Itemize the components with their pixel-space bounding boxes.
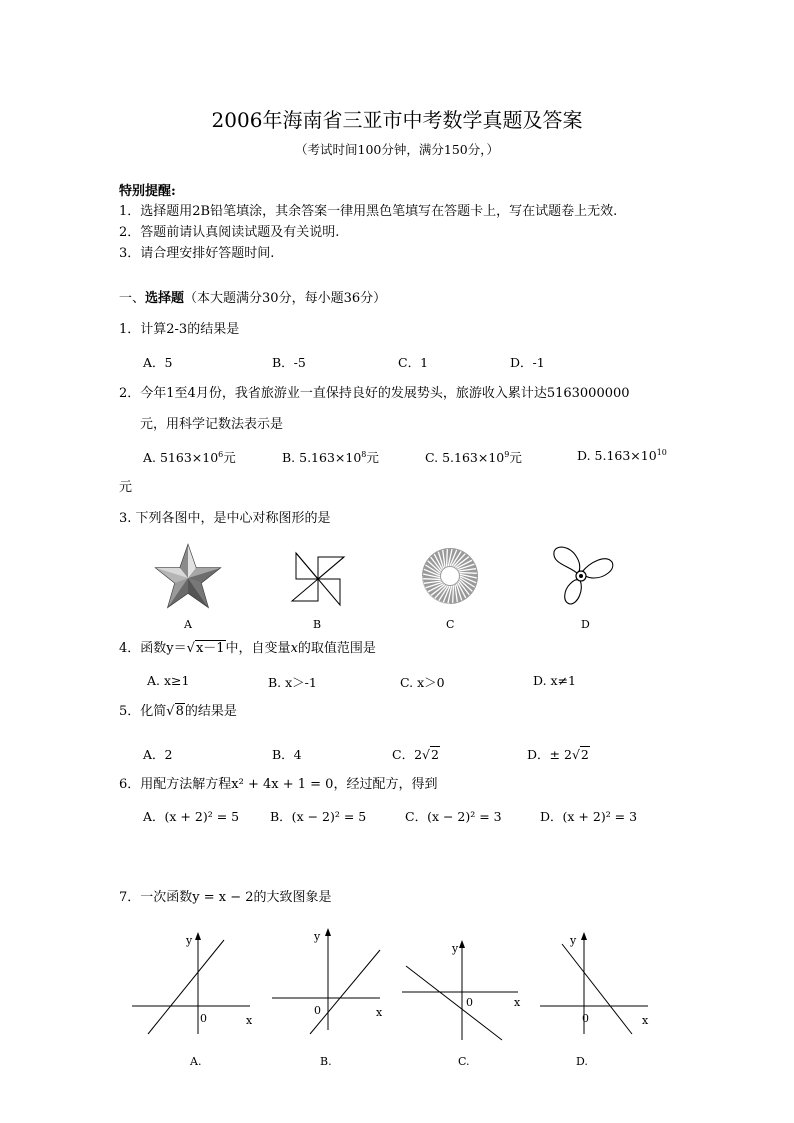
notice-item: 2．答题前请认真阅读试题及有关说明.: [119, 225, 340, 240]
notice-item: 3．请合理安排好答题时间.: [119, 246, 275, 261]
q6-option-c: C．(x − 2)² = 3: [405, 809, 502, 824]
q3-label-a: A: [184, 618, 192, 631]
graph-a-origin: 0: [200, 1012, 207, 1025]
section-note: （本大题满分30分，每小题36分）: [184, 291, 387, 306]
q1-option-c: C．1: [398, 355, 429, 370]
q2-wrap: 元: [119, 480, 133, 495]
star-figure: [152, 542, 224, 612]
graph-c-y-label: y: [452, 942, 459, 955]
notice-heading: 特别提醒:: [119, 184, 176, 199]
q6-option-a: A．(x + 2)² = 5: [143, 809, 240, 824]
graph-d-x-label: x: [642, 1014, 649, 1027]
pinwheel-figure: [290, 551, 346, 607]
q1-option-b: B．-5: [272, 355, 306, 370]
q2-stem-line2: 元，用科学记数法表示是: [140, 417, 284, 432]
q4-option-c: C. x＞0: [400, 675, 445, 690]
q6-option-b: B．(x − 2)² = 5: [270, 809, 367, 824]
graph-c-x-label: x: [514, 996, 521, 1009]
graph-b: [270, 926, 390, 1036]
graph-b-y-label: y: [314, 930, 321, 943]
q3-label-c: C: [446, 618, 455, 631]
q3-stem: 3. 下列各图中，是中心对称图形的是: [119, 511, 331, 526]
q5-option-a: A．2: [143, 747, 173, 762]
q7-label-a: A.: [190, 1055, 202, 1068]
q5-stem: 5．化简√8的结果是: [119, 704, 237, 719]
q7-label-c: C.: [458, 1055, 470, 1068]
q2-option-b: B. $5.163\times 10^8$元: [282, 450, 379, 465]
graph-c: [400, 936, 530, 1046]
q7-label-d: D.: [576, 1055, 588, 1068]
graph-a-x-label: x: [246, 1014, 253, 1027]
q4-stem: 4．函数y＝√x－1中，自变量x的取值范围是: [119, 641, 376, 656]
graph-d-y-label: y: [570, 934, 577, 947]
graph-a-y-label: y: [186, 934, 193, 947]
q4-option-d: D. x≠1: [533, 673, 576, 688]
q2-option-a: A. $5163\times 10^6$元: [143, 450, 236, 465]
q4-option-b: B. x＞-1: [268, 675, 317, 690]
graph-d-origin: 0: [582, 1012, 589, 1025]
graph-b-x-label: x: [376, 1006, 383, 1019]
section-title: 选择题: [145, 291, 185, 306]
q3-label-d: D: [581, 618, 590, 631]
q1-option-a: A．5: [143, 355, 173, 370]
q6-option-d: D．(x + 2)² = 3: [540, 809, 638, 824]
q2-stem-line1: 2．今年1至4月份，我省旅游业一直保持良好的发展势头，旅游收入累计达5163000000: [119, 386, 630, 401]
q5-option-c: C．2√2: [392, 747, 439, 762]
q1-stem: 1．计算2-3的结果是: [119, 322, 240, 337]
fan-figure: [548, 544, 618, 610]
section-heading: [119, 290, 386, 308]
q3-label-b: B: [313, 618, 322, 631]
page-subtitle: （考试时间100分钟，满分150分，）: [295, 142, 499, 157]
q2-option-d: D. $5.163\times 10^{10}$: [577, 448, 667, 463]
q5-option-b: B．4: [272, 747, 302, 762]
q1-option-d: D．-1: [510, 355, 545, 370]
section-prefix: 一、: [119, 291, 146, 306]
q4-option-a: A. x≥1: [147, 673, 190, 688]
q5-option-d: D．± 2√2: [527, 747, 589, 762]
page-title: 2006年海南省三亚市中考数学真题及答案: [211, 108, 583, 132]
graph-a: [130, 930, 260, 1040]
graph-d: [538, 930, 658, 1040]
radial-pattern-figure: [420, 546, 480, 606]
notice-item: 1．选择题用2B铅笔填涂，其余答案一律用黑色笔填写在答题卡上，写在试题卷上无效.: [119, 204, 618, 219]
q2-option-c: C. $5.163\times 10^9$元: [425, 450, 522, 465]
q7-stem: 7．一次函数y = x − 2的大致图象是: [119, 890, 332, 905]
q7-label-b: B.: [320, 1055, 332, 1068]
graph-c-origin: 0: [466, 996, 473, 1009]
q6-stem: 6．用配方法解方程x² + 4x + 1 = 0，经过配方，得到: [119, 777, 438, 792]
graph-b-origin: 0: [314, 1004, 321, 1017]
